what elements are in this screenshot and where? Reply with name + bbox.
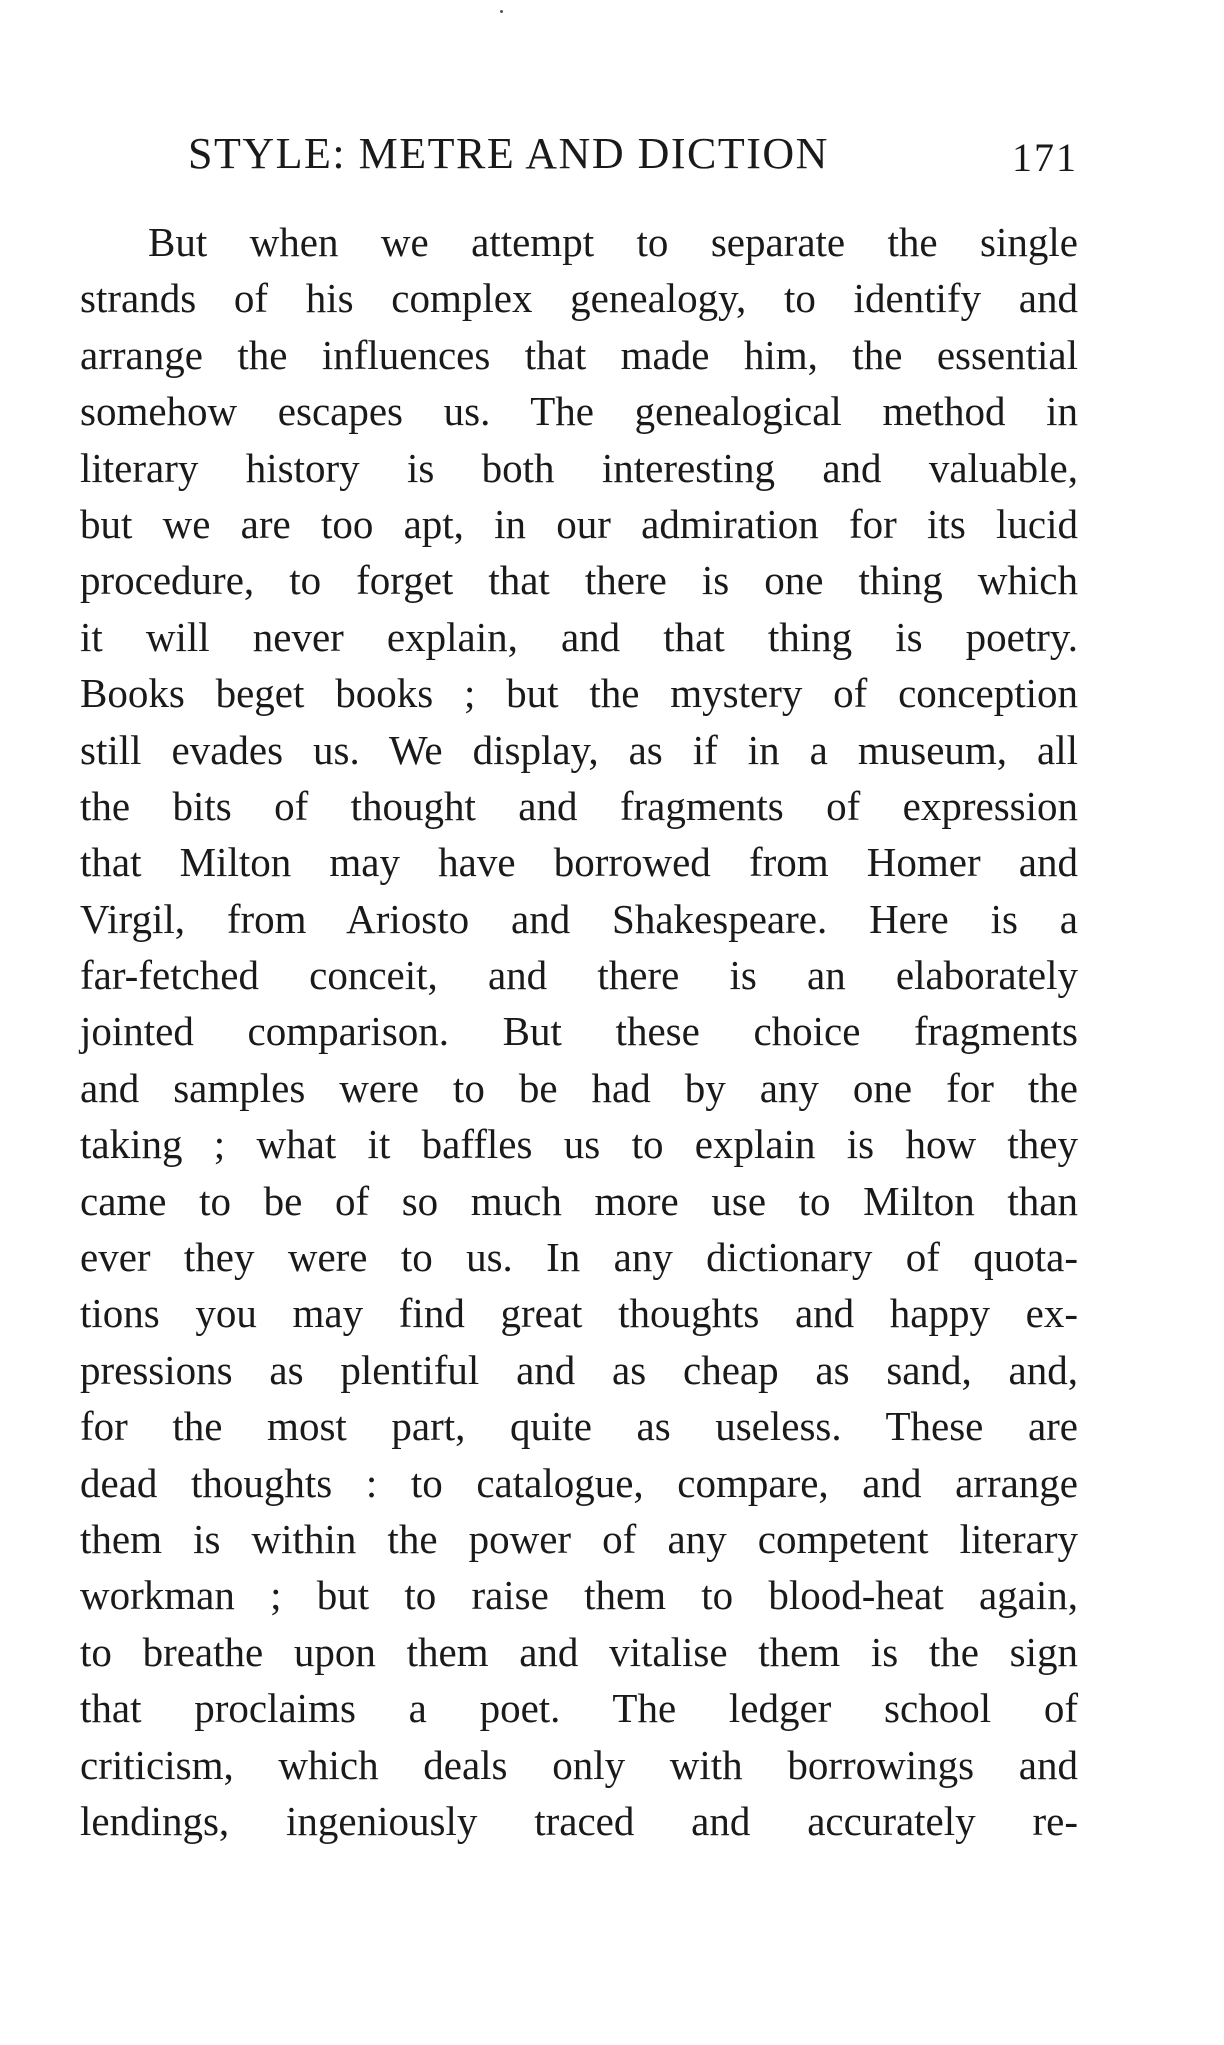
- text-line: ever they were to us. In any dictionary of quota-: [80, 1234, 1078, 1281]
- text-line: far-fetched conceit, and there is an elaborately: [80, 952, 1078, 999]
- text-line: still evades us. We display, as if in a museum, all: [80, 726, 1078, 773]
- text-line: it will never explain, and that thing is poetry.: [80, 613, 1078, 660]
- page-header: [188, 128, 1078, 184]
- text-line: strands of his complex genealogy, to identify and: [80, 275, 1078, 322]
- text-line: procedure, to forget that there is one thing which: [80, 557, 1078, 604]
- text-line: tions you may find great thoughts and happy ex-: [80, 1290, 1078, 1337]
- text-line: somehow escapes us. The genealogical method in: [80, 388, 1078, 435]
- text-line: the bits of thought and fragments of expression: [80, 782, 1078, 829]
- text-line: literary history is both interesting and valuable,: [80, 444, 1078, 491]
- text-line: but we are too apt, in our admiration for its lucid: [80, 500, 1078, 547]
- text-line: But when we attempt to separate the single: [148, 219, 1078, 265]
- text-line: came to be of so much more use to Milton than: [80, 1177, 1078, 1224]
- text-line: them is within the power of any competent literary: [80, 1515, 1078, 1562]
- text-line: lendings, ingeniously traced and accurately re-: [80, 1797, 1078, 1844]
- page-number: 171: [1012, 135, 1078, 180]
- text-line: to breathe upon them and vitalise them is the sign: [80, 1628, 1078, 1675]
- text-line: that Milton may have borrowed from Homer and: [80, 839, 1078, 886]
- text-line: workman ; but to raise them to blood-heat again,: [80, 1572, 1078, 1619]
- text-line: arrange the influences that made him, the essential: [80, 331, 1078, 378]
- running-title: STYLE: METRE AND DICTION: [188, 129, 829, 178]
- text-line: and samples were to be had by any one for the: [80, 1064, 1078, 1111]
- text-line: that proclaims a poet. The ledger school of: [80, 1685, 1078, 1732]
- body-paragraph: [80, 214, 1078, 1849]
- text-line: dead thoughts : to catalogue, compare, and arrange: [80, 1459, 1078, 1506]
- text-line: taking ; what it baffles us to explain is how they: [80, 1121, 1078, 1168]
- text-line: jointed comparison. But these choice fragments: [80, 1008, 1078, 1055]
- text-line: Virgil, from Ariosto and Shakespeare. Here is a: [80, 895, 1078, 942]
- text-line: Books beget books ; but the mystery of conception: [80, 670, 1078, 717]
- text-line: for the most part, quite as useless. These are: [80, 1403, 1078, 1450]
- scan-speck: [500, 10, 503, 13]
- text-line: pressions as plentiful and as cheap as sand, and,: [80, 1346, 1078, 1393]
- text-line: criticism, which deals only with borrowings and: [80, 1741, 1078, 1788]
